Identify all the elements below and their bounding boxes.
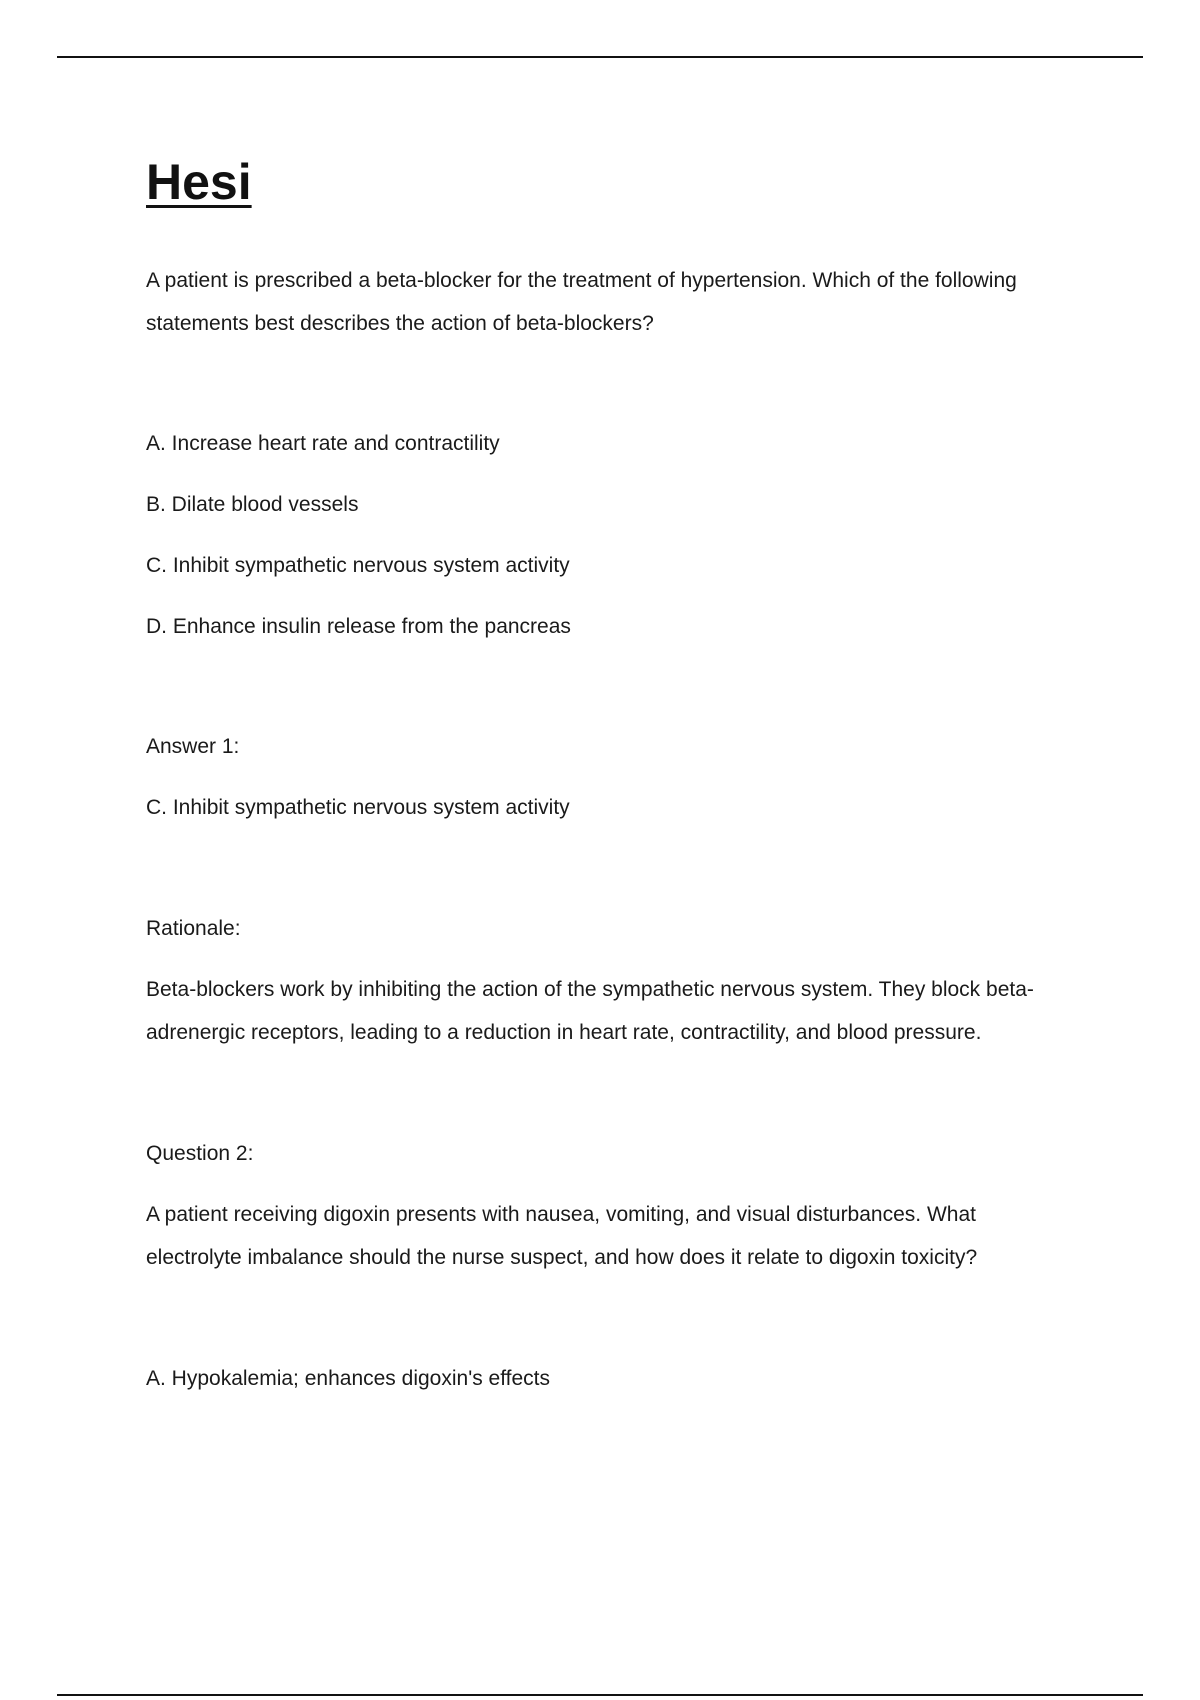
question2-prompt-line2: electrolyte imbalance should the nurse suspect, and how does it relate to digoxin toxicity? — [146, 1246, 978, 1269]
footer-rule — [57, 1694, 1143, 1696]
rationale-label: Rationale: — [146, 917, 241, 940]
answer1-text: C. Inhibit sympathetic nervous system activity — [146, 796, 570, 819]
question1-option-d: D. Enhance insulin release from the pancreas — [146, 615, 571, 638]
question1-prompt-line2: statements best describes the action of beta-blockers? — [146, 312, 654, 335]
header-rule — [57, 56, 1143, 58]
question2-prompt-line1: A patient receiving digoxin presents with nausea, vomiting, and visual disturbances. What — [146, 1203, 976, 1226]
question1-option-a: A. Increase heart rate and contractility — [146, 432, 500, 455]
question1-prompt-line1: A patient is prescribed a beta-blocker for the treatment of hypertension. Which of the following — [146, 269, 1017, 292]
rationale-line1: Beta-blockers work by inhibiting the action of the sympathetic nervous system. They block beta- — [146, 978, 1034, 1001]
rationale-line2: adrenergic receptors, leading to a reduction in heart rate, contractility, and blood pressure. — [146, 1021, 982, 1044]
question2-label: Question 2: — [146, 1142, 254, 1165]
question1-option-b: B. Dilate blood vessels — [146, 493, 359, 516]
question1-option-c: C. Inhibit sympathetic nervous system activity — [146, 554, 570, 577]
document-title: Hesi — [146, 154, 252, 210]
answer1-label: Answer 1: — [146, 735, 240, 758]
question2-option-a: A. Hypokalemia; enhances digoxin's effects — [146, 1367, 551, 1390]
